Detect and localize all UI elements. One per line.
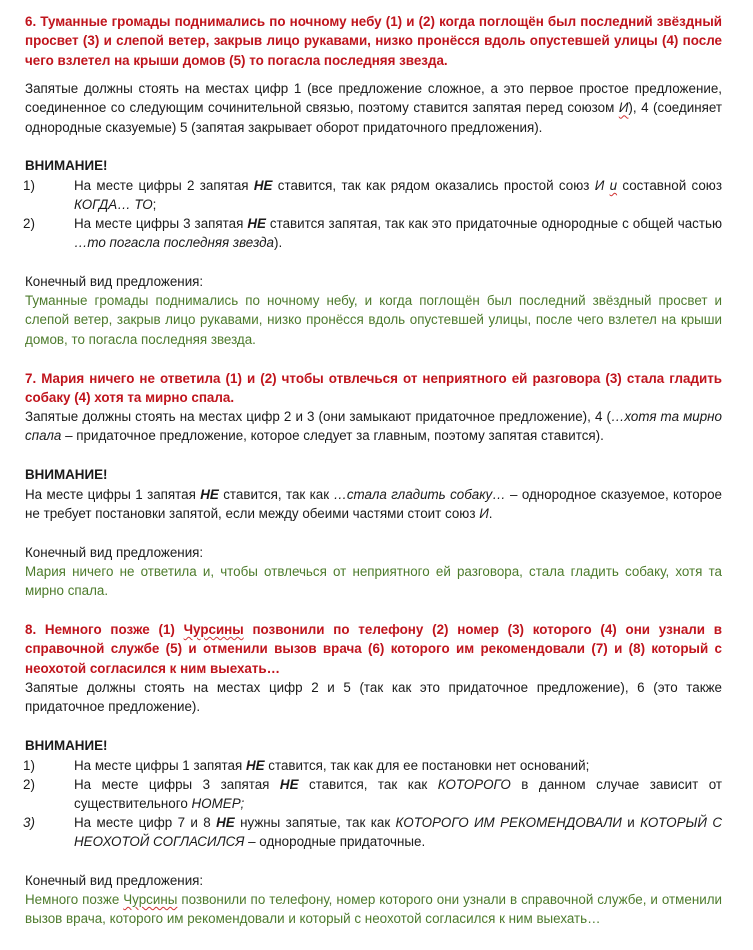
q8-final-sentence: Немного позже Чурсины позвонили по телефону, номер которого они узнали в справочной службе, и отменили вызов врача, которого им рекомендовали и который с неохотой согласился к ним выехать… xyxy=(25,892,722,927)
q7-explanation: Запятые должны стоять на местах цифр 2 и 3 (они замыкают придаточное предложение), 4 (…хотя та мирно спала – придаточное предложение, которое следует за главным, поэтому запятая ставится). xyxy=(25,409,722,444)
q6-final-sentence: Туманные громады поднимались по ночному небу, и когда поглощён был последний звёздный просвет и слепой ветер, закрыв лицо рукавами, низко пронёсся вдоль опустевшей улицы, после чего взлетел на крыши домов, то погасла последняя звезда. xyxy=(25,293,722,347)
q8-final-label: Конечный вид предложения: xyxy=(25,873,204,888)
q8-warning-item-1: 1) На месте цифры 1 запятая НЕ ставится, так как для ее постановки нет оснований; xyxy=(23,758,590,773)
q6-question: 6. Туманные громады поднимались по ночному небу (1) и (2) когда поглощён был последний звёздный просвет (3) и слепой ветер, закрыв лицо рукавами, низко пронёсся вдоль опустевшей улицы (4) после чего взлетел на крыши домов (5) то погасла последняя звезда. xyxy=(25,14,722,68)
q6-warning-item-2: 2) На месте цифры 3 запятая НЕ ставится запятая, так как это придаточные однородные с общей частью …то погасла последняя звезда). xyxy=(23,216,722,251)
q8-explanation: Запятые должны стоять на местах цифр 2 и 5 (так как это придаточное предложение), 6 (это также придаточное предложение). xyxy=(25,680,722,715)
q6-explanation: Запятые должны стоять на местах цифр 1 (все предложение сложное, а это первое простое предложение, соединенное со следующим сочинительной связью, поэтому ставится запятая перед союзом И), 4 (соединяет однородные сказуемые) 5 (запятая закрывает оборот придаточного предложения). xyxy=(25,81,722,135)
q8-warning-item-2: 2) На месте цифры 3 запятая НЕ ставится, так как КОТОРОГО в данном случае зависит от существительного НОМЕР; xyxy=(23,777,722,812)
q6-warning-item-1: 1) На месте цифры 2 запятая НЕ ставится, так как рядом оказались простой союз И и составной союз КОГДА… ТО; xyxy=(23,178,722,213)
q7-final-sentence: Мария ничего не ответила и, чтобы отвлечься от неприятного ей разговора, стала гладить собаку, хотя та мирно спала. xyxy=(25,564,722,599)
q7-question: 7. Мария ничего не ответила (1) и (2) чтобы отвлечься от неприятного ей разговора (3) стала гладить собаку (4) хотя та мирно спала. xyxy=(25,371,722,406)
q8-warning-heading: ВНИМАНИЕ! xyxy=(25,738,108,753)
q7-warning-heading: ВНИМАНИЕ! xyxy=(25,467,108,482)
q8-warning-item-3: 3) На месте цифр 7 и 8 НЕ нужны запятые, так как КОТОРОГО ИМ РЕКОМЕНДОВАЛИ и КОТОРЫЙ С НЕОХОТОЙ СОГЛАСИЛСЯ – однородные придаточные. xyxy=(23,815,723,850)
q6-final-label: Конечный вид предложения: xyxy=(25,274,204,289)
q7-warning-text: На месте цифры 1 запятая НЕ ставится, так как …стала гладить собаку… – однородное сказуемое, которое не требует постановки запятой, если между обеими частями стоит союз И. xyxy=(25,487,722,522)
q8-question: 8. Немного позже (1) Чурсины позвонили по телефону (2) номер (3) которого (4) они узнали в справочной службе (5) и отменили вызов врача (6) которого им рекомендовали (7) и (8) который с неохотой согласился к ним выехать… xyxy=(25,622,722,676)
q6-warning-heading: ВНИМАНИЕ! xyxy=(25,158,108,173)
q7-final-label: Конечный вид предложения: xyxy=(25,545,204,560)
